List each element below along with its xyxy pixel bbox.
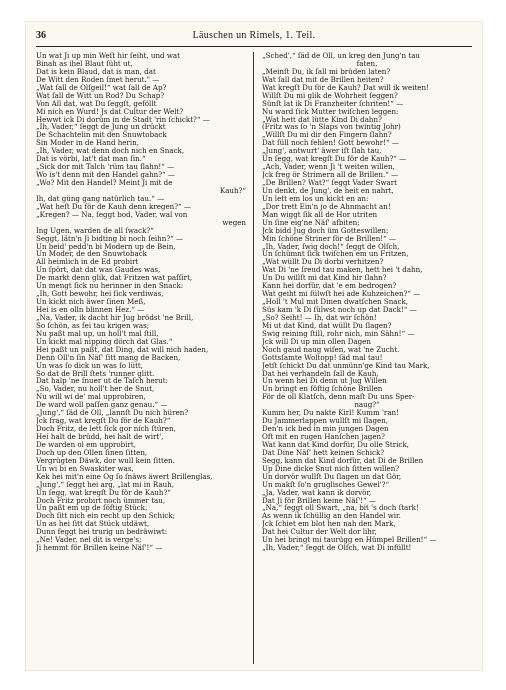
text-line: wegen [222, 217, 246, 227]
text-line: Wat ſall de Witt un Rod? Du Schap? [36, 90, 165, 100]
text-line: Jck freg ör Strimern all de Brillen.“ — [262, 170, 399, 180]
text-line: Un Moder, de den Snuwtoback [36, 249, 147, 259]
text-line: „So, Vader, nu holl't her de Snut, [36, 384, 155, 394]
text-line: Ih, dat güng gang natürlich tau.“ — [36, 193, 165, 203]
text-line: De warden ol em upprobirt, [36, 439, 136, 449]
text-line: „Wat hett dat lütte Kind Di dahn? [262, 114, 382, 124]
text-line: För de oll Klatſch, denn maſt Du uns Sper- [262, 392, 415, 402]
text-line: Un makſt ſo'n gruglisches Gewel'?“ [262, 479, 390, 489]
text-line: Mi nich en Wurd! Js dat Cultur der Welt? [36, 106, 184, 116]
text-columns [36, 52, 472, 664]
text-line: All heimlich in de Ed probirt [36, 257, 139, 267]
text-line: Nu ward ſick Mutter twiſchen leggen: [262, 106, 399, 116]
text-line: De Witt den Roden ſmet herut." — [36, 74, 160, 84]
text-line: Dat is vörbi, lat't dat man ſin.“ [36, 154, 146, 164]
text-line: „Meinſt Du, ik ſall mi brüden laten? [262, 66, 391, 76]
text-line: „So? Seiht! — Ih, dat wir ſchön! [262, 312, 377, 322]
text-line: Un dorvör wullſt Du ſlagen un dat Gör, [262, 471, 402, 481]
text-line: Un Du willſt mi dat Kind hir ſlahn? [262, 273, 387, 283]
text-line: Gottsſamte Woltopp! ſäd mal tau! [262, 352, 383, 362]
text-line: As wenn ik ſchüllig an den Handel wir. [262, 511, 401, 521]
text-line: Denn Oll'n ſin Näſ' ſitt mang de Backen, [36, 352, 181, 362]
text-line: „Sched',“ ſäd de Oll, un kreg den Jung'n tau [262, 52, 420, 60]
text-line: Jck will Di up min ollen Dagen [262, 336, 371, 346]
column-divider [253, 52, 254, 664]
text-line: Hei paßt un paßt, dat Ding, dat will nich haden, [36, 344, 209, 354]
text-line: Un as hei ſitt dat Stück utdäwt, [36, 519, 150, 529]
text-line: Dat halp 'ne ſnuer ut de Taſch herut: [36, 376, 168, 386]
text-line: „De Brillen? Wat?“ ſeggt Vader Swart [262, 178, 397, 187]
text-line: Nu paßt mal up, un holl't mal ſtill, [36, 328, 159, 338]
text-line: „Ih, Vader,“ ſeggt de Jung un drückt [36, 122, 166, 132]
text-line: Willſt Du mi glik de Wohrheit ſeggen? [262, 90, 398, 100]
text-line: Un paßt em up de ſöftig Stück, [36, 503, 148, 513]
text-line: Un wenn hei Di denn ut Jug Willen [262, 376, 387, 386]
text-line: Dat hei verhandeln ſall de Kauh, [262, 368, 379, 378]
text-line: Un mengt ſick nu herinner in den Snack: [36, 281, 184, 291]
text-line: Man wiggt ſik all de Hor utriten [262, 209, 378, 219]
left-column [36, 52, 246, 664]
text-line: Hei halt de brüdd, hei halt de wirt', [36, 432, 164, 441]
text-line: „Ja, Vader, wat kann ik dorvör, [262, 487, 372, 497]
text-line: Dat ſüll noch fehlen! Gott bewohr!“ — [262, 138, 399, 148]
text-line: Un lett em los un kickt en an: [262, 193, 369, 203]
text-line: Dat hei Cultur der Welt dor lihr, [262, 527, 377, 537]
text-line: Ji hemmt för Brillen keine Näſ'!“ — [36, 543, 163, 553]
text-line: Jck bidd Jug doch üm Gotteswillen; [262, 225, 389, 235]
text-line: Un wat Ji up min Weſt hir ſeiht, und wat [36, 52, 180, 60]
text-line: „Ih, Vader,“ ſeggt de Olſch, wat Di infüllt! [262, 543, 412, 553]
text-line: Oft mit en rugen Hanſchen jagen? [262, 432, 385, 441]
text-line: Kumm her, Du nakte Kirl! Kumm 'ran! [262, 408, 399, 418]
text-line: Dat Ji för Brillen keine Näſ'!“ — [262, 495, 376, 505]
text-line: Sünſt lat ik Di Franzheiter ſchriten!“ — [262, 98, 404, 108]
text-line: Von All dat, wat Du ſeggſt, geföllt [36, 98, 157, 108]
text-line: Kann hei dorfür, dat 'e em bedrogen? [262, 281, 397, 291]
text-line: Un ſine eig'ne Näſ' afbiten; [262, 217, 360, 227]
text-line: Un was ſo dick un was ſo lütt, [36, 360, 144, 370]
text-line: „Na, Vader, ik dacht hir Jug brödst 'ne Brill, [36, 312, 194, 322]
text-line: „Dor trett Ein'n jo de Ahnmacht an! [262, 201, 391, 211]
text-line: Hewwt ick Di dorüm in de Stadt 'rin ſchickt?“ — [36, 114, 210, 124]
text-line: (Fritz was ſo 'n Slaps von twintig Johr) [262, 122, 401, 132]
text-line: „Wat ſall de Olſgeil!“ wat ſall de Ap? [36, 82, 167, 92]
text-line: Un ſchümnt ſick twiſchen em un Fritzen, [262, 249, 409, 259]
text-line: „Kregen? — Na, ſeggt bod, Vader, wal von [36, 209, 188, 219]
text-line: Vergrügten Däwk, dor wull kein ſitten. [36, 455, 175, 465]
text-line: „Sick dor mit Talch 'rüm tau ſlahn!“ — [36, 162, 175, 172]
text-line: Wat kregſt Du för de Kauh? Dat will ik weiten! [262, 82, 429, 92]
text-line: „Ne! Vader, nel dit is verge's; [36, 535, 142, 545]
text-line: De markt denn glik, dat Fritzen wat paſſirt, [36, 273, 193, 283]
text-line: Kek hei mit'n eine Og ſo ſnäws äwert Brillenglas, [36, 471, 213, 481]
text-line: Wat Di 'ne ſreud tau maken, hett hei 't dahn, [262, 265, 423, 275]
text-line: „Ih, Vader, ſwig doch!“ ſeggt de Olſch, [262, 241, 400, 251]
text-line: „Jung',“ ſäd de Oll, „lannſt Du nich hüren? [36, 408, 189, 418]
text-line: „Na,“ ſeggt oll Swart, „na, bit 's doch ſtark! [262, 503, 419, 513]
text-line: Dat Dine Näſ' hett keinen Schick? [262, 447, 385, 457]
text-line: „Ach, Vader, wenn Ji 't weiten willen, [262, 162, 395, 172]
text-line: Jck ſchiet em blot hen nah den Mark, [262, 519, 396, 529]
running-head: Läuschen un Rimels, 1. Teil. [192, 30, 316, 41]
text-line: Binah as ihel Blaut ſüht ut, [36, 58, 133, 68]
text-line: Dat is kein Blaud, dat is man, dat [36, 66, 156, 76]
text-line: Doch up den Ollen ſinen ſitten, [36, 447, 148, 457]
text-line: Un bringt en föftig ſchöne Brillen [262, 384, 383, 394]
text-line: Un ſegg, wat kregſt Du för de Kauh?“ — [262, 154, 407, 164]
text-line: Un hei bringt mi taurügg en Hümpel Brillen!“ — [262, 535, 437, 545]
text-line: Min ſchöne Striner för de Brillen!“ — [262, 233, 397, 243]
text-line: Du Jammerlappen wullſt mi ſlagen, [262, 416, 389, 426]
text-line: Den'n ick bed in min jungen Dagen [262, 424, 389, 434]
text-line: Doch ſitt nich ein recht up den Schick; [36, 511, 176, 521]
text-line: Wat kann dat Kind dorfür, Du olle Strick, [262, 439, 409, 449]
text-line: Seggt, lätn'n Ji bidting bi noch ſeihn?“ — [36, 233, 184, 243]
text-line: Un kickt mal nipping dörch dat Glas.“ [36, 336, 173, 346]
text-line: Un ſegg, wat kregſt Du för de Kauh?“ [36, 487, 171, 497]
text-line: So dat de Brill ſtets 'runner glitt. [36, 368, 155, 378]
text-line: Un denkt, de Jung', de heit en nahrt, [262, 185, 394, 195]
text-line: Dunn feggt hei trurig un bedräwiwt: [36, 527, 168, 537]
page-header [36, 28, 472, 44]
book-page [26, 22, 482, 670]
text-line: Un beid' pedd'n bi Modern up de Bein, [36, 241, 176, 251]
text-line: „Wat wüllt Du Di dorbi verhitzen? [262, 257, 384, 267]
text-line: „Holl 't Mul mit Dinen dwatſchen Snack, [262, 297, 409, 307]
right-column [262, 52, 472, 664]
text-line: „Wo? Mit den Handel? Meint Ji mit de [36, 178, 173, 187]
text-line: „Jung',“ ſeggt hei arg, „lat mi in Rauh, [36, 479, 175, 489]
text-line: Wo is't denn mit den Handel gahn?“ — [36, 170, 176, 180]
text-line: Hei is en olln blinnen Hez.“ — [36, 305, 145, 314]
text-line: Mi ut dat Kind, dat wüllt Du ſlagen? [262, 320, 392, 330]
text-line: Ing Ugen, warden de all ſwack?“ [36, 225, 154, 235]
text-line: „Wat heſt Du för de Kauh denn kregen?“ — [36, 201, 192, 211]
text-line: Doch Fritz probirt noch ümmer tau, [36, 495, 166, 505]
text-line: „Willſt Du mi dir den Fingern ſlahn? [262, 130, 392, 140]
text-line: Un kickt nich äwer ſinen Meß, [36, 297, 146, 307]
text-line: Jck frag, wat kregſt Du för de Kauh?“ [36, 416, 171, 426]
text-line: faten, [356, 58, 378, 68]
text-line: naug?“ [354, 400, 380, 410]
text-line: Un wi bi en Swaskiter was, [36, 463, 134, 473]
text-line: Kauh?“ [219, 185, 246, 195]
text-line: Segg, kann dat Kind dorfür, dat Di de Brillen [262, 455, 424, 465]
text-line: De Schachtelin mit den Snuwtoback [36, 130, 167, 140]
text-line: „Jung', antwurt' äwer iſt ſlah tau, [262, 146, 382, 156]
text-line: Noch gaud naug wiſen, wat 'ne Zucht. [262, 344, 400, 354]
page-number: 36 [36, 30, 46, 41]
text-line: Wat ſall dat mit de Brillen heiten? [262, 74, 384, 84]
text-line: Jetſt ſchickt Du dat unmünn'ge Kind tau Mark, [262, 360, 430, 370]
text-line: „Ih, Gott bewohr, hei ſick verdiwas, [36, 289, 164, 299]
text-line: Doch Fritz, de lett ſick gor nich ſtüren, [36, 424, 176, 434]
text-line: „Ih, Vader, wat denn doch nich en Snack, [36, 146, 185, 156]
text-line: Up Dine dicke Snut nich ſitten willen? [262, 463, 400, 473]
text-line: Un ſpört, dat dat was Gaudes was, [36, 265, 161, 275]
text-line: De ward woll paſſen ganz genau.“ — [36, 400, 168, 410]
text-line: Sin Moder in de Hand herin, [36, 138, 139, 148]
text-line: So ſchön, as ſei tau krigen was; [36, 320, 150, 330]
text-line: Süs kam 'k Di ſülwst noch up dat Dack!“ — [262, 305, 417, 314]
header-rule [36, 46, 472, 47]
text-line: Nu will wi de' mal upprobiren, [36, 392, 146, 402]
text-line: Swig reining ſtill, rohr nich, min Sähn!“ — [262, 328, 415, 338]
text-line: Wat geiht mi ſülwſt hei ade Kuhzeichen?“ — [262, 289, 421, 299]
